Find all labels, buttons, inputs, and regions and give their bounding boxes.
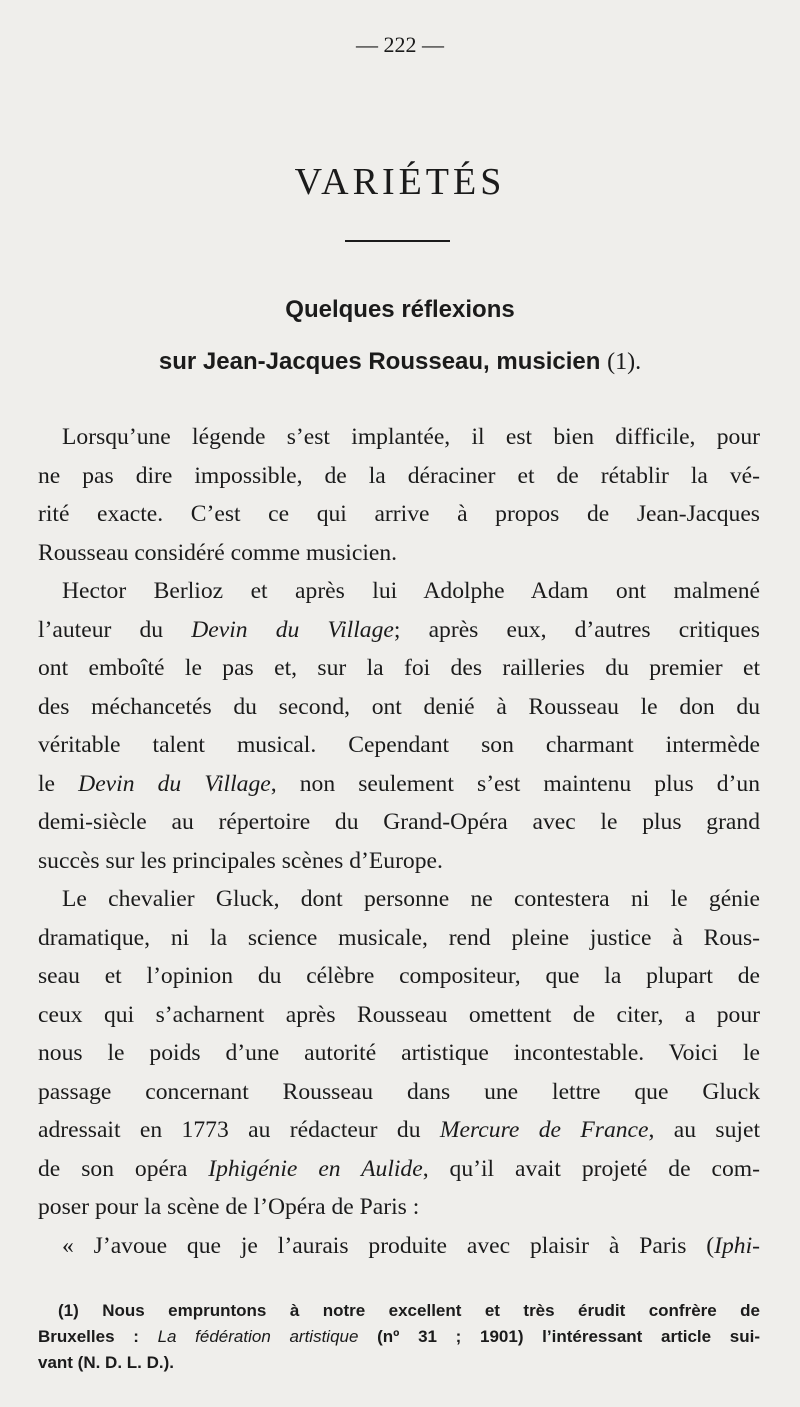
section-title: VARIÉTÉS [294, 161, 506, 203]
body-line: adressait en 1773 au rédacteur du Mercure de France, au sujet [38, 1117, 760, 1143]
footnote [38, 1298, 760, 1376]
body-line: Lorsqu’une légende s’est implantée, il est bien difficile, pour [62, 424, 760, 450]
footnote-reference: (1). [607, 349, 642, 375]
body-line: de son opéra Iphigénie en Aulide, qu’il avait projeté de com- [38, 1155, 760, 1182]
article-body [38, 418, 760, 1265]
body-line: Hector Berlioz et après lui Adolphe Adam ont malmené [62, 578, 760, 604]
footnote-publication-title: La fédération artistique [157, 1327, 359, 1346]
page-number: — 222 — [356, 32, 444, 57]
body-line: le Devin du Village, non seulement s’est maintenu plus d’un [38, 770, 760, 797]
article-title-line-1 [0, 296, 800, 324]
footnote-line: Bruxelles : La fédération artistique (nº 31 ; 1901) l’intéressant article sui- [38, 1327, 760, 1346]
body-line: ceux qui s’acharnent après Rousseau omettent de citer, a pour [38, 1001, 760, 1028]
body-line: Rousseau considéré comme musicien. [38, 539, 398, 566]
body-line: ont emboîté le pas et, sur la foi des railleries du premier et [38, 655, 760, 681]
opera-title: Iphigénie en Aulide [208, 1155, 423, 1182]
footnote-line: (1) Nous empruntons à notre excellent et très érudit confrère de [58, 1301, 760, 1320]
body-line: demi-siècle au répertoire du Grand-Opéra avec le plus grand [38, 809, 760, 835]
title-divider [345, 240, 450, 242]
body-line: poser pour la scène de l’Opéra de Paris : [38, 1194, 420, 1220]
body-line: succès sur les principales scènes d’Europe. [38, 847, 443, 874]
body-line: nous le poids d’une autorité artistique incontestable. Voici le [38, 1040, 760, 1066]
footnote-line: vant (N. D. L. D.). [38, 1353, 174, 1372]
body-line: « J’avoue que je l’aurais produite avec plaisir à Paris (Iphi- [62, 1232, 760, 1259]
body-line: l’auteur du Devin du Village; après eux, d’autres critiques [38, 616, 760, 643]
body-line: Le chevalier Gluck, dont personne ne contestera ni le génie [62, 886, 760, 912]
opera-title-fragment: Iphi- [714, 1232, 760, 1259]
body-line: ne pas dire impossible, de la déraciner et de rétablir la vé- [38, 462, 760, 489]
periodical-title: Mercure de France [439, 1117, 649, 1143]
body-line: des méchancetés du second, ont denié à Rousseau le don du [38, 693, 760, 720]
body-line: rité exacte. C’est ce qui arrive à propos de Jean-Jacques [38, 501, 760, 527]
work-title-devin: Devin du Village [191, 616, 394, 643]
body-line: dramatique, ni la science musicale, rend pleine justice à Rous- [38, 924, 760, 951]
body-line: véritable talent musical. Cependant son charmant intermède [38, 732, 760, 758]
body-line: seau et l’opinion du célèbre compositeur, que la plupart de [38, 963, 760, 989]
article-title-line-2 [0, 348, 800, 376]
work-title-devin: Devin du Village [78, 770, 271, 797]
article-title-text-2: sur Jean-Jacques Rousseau, musicien [158, 348, 601, 375]
body-line: passage concernant Rousseau dans une lettre que Gluck [38, 1078, 760, 1105]
article-title-text-1: Quelques réflexions [285, 296, 515, 323]
